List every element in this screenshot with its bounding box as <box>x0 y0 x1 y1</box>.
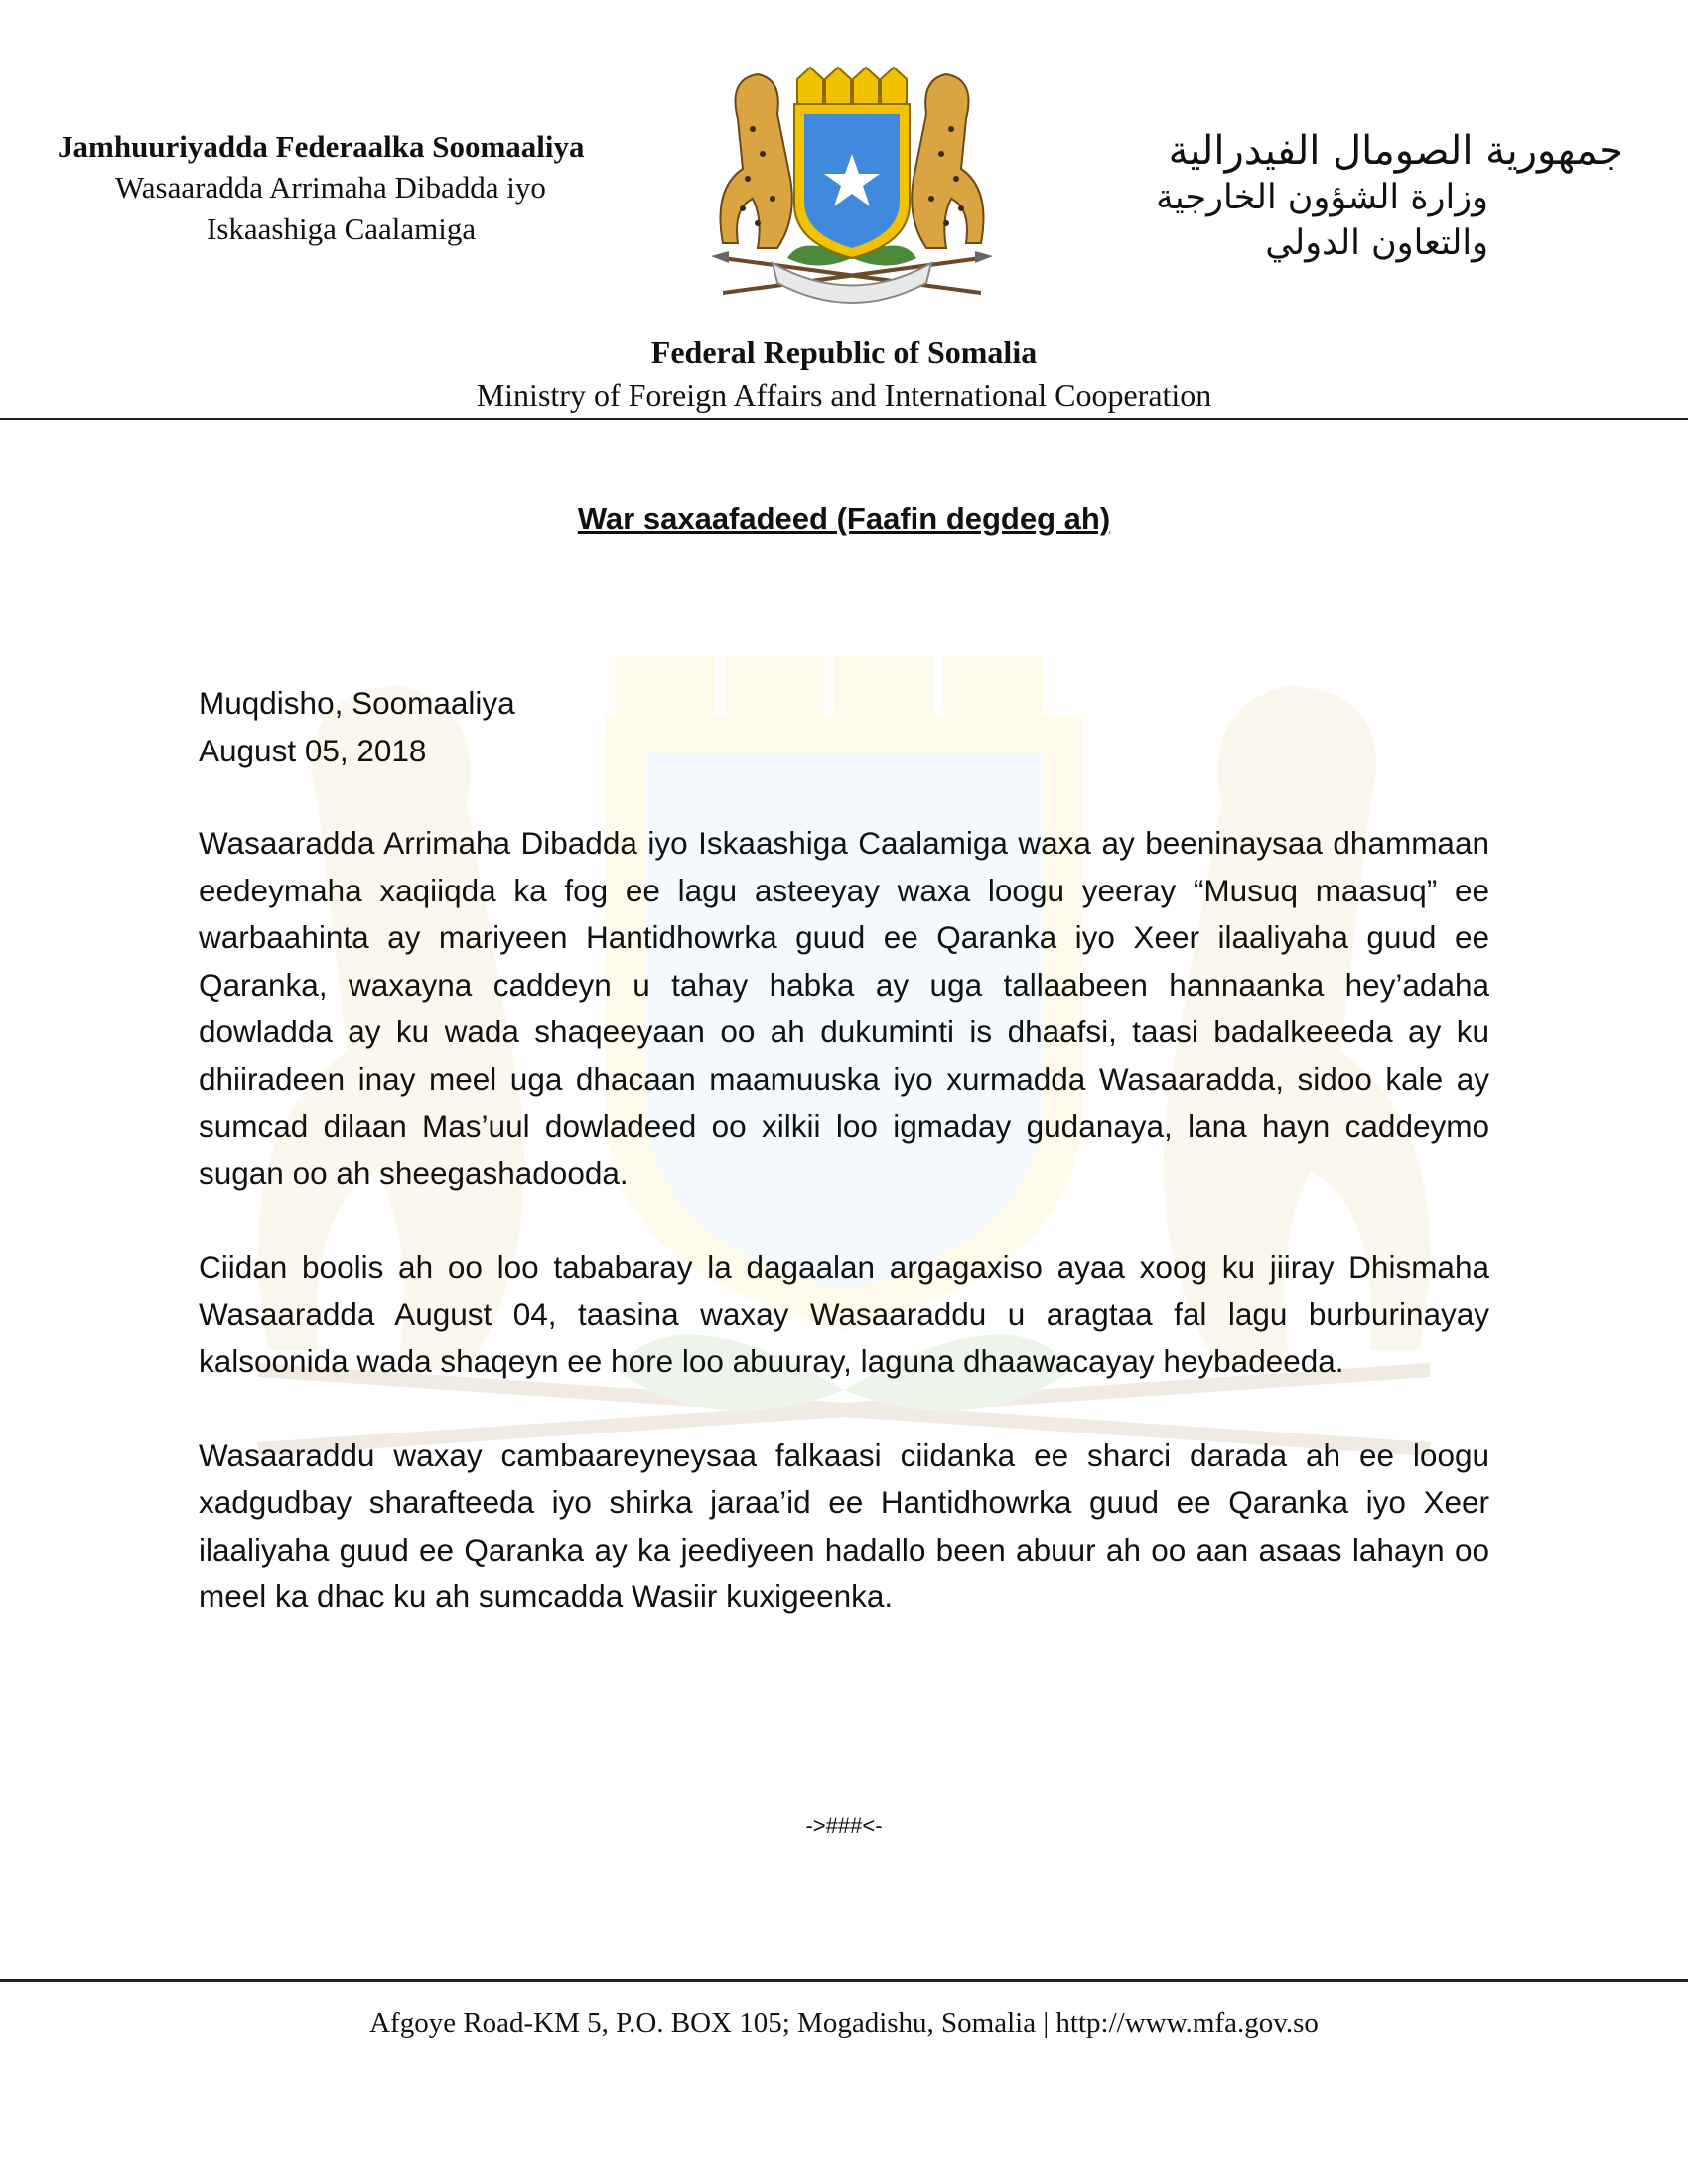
header-english-republic: Federal Republic of Somalia <box>650 335 1038 370</box>
header-arabic-block <box>978 127 1623 266</box>
header-arabic-ministry-line1: وزارة الشؤون الخارجية <box>1156 178 1488 217</box>
header-arabic-ministry-line2: والتعاون الدولي <box>1265 223 1488 263</box>
footer-address: Afgoye Road-KM 5, P.O. BOX 105; Mogadishu, Somalia | http://www.mfa.gov.so <box>369 2007 1319 2039</box>
paragraph-2: Ciidan boolis ah oo loo tababaray la dagaalan argagaxiso ayaa xoog ku jiiray Dhismaha Wasaaradda August 04, taasina waxay Wasaaraddu u aragtaa fal lagu burburinayay kalsoonida wada shaqeyn ee hore loo abuuray, laguna dhaawacayay heybadeeda. <box>199 1249 1489 1379</box>
header-english-ministry: Ministry of Foreign Affairs and International Cooperation <box>476 377 1212 413</box>
press-release-body <box>199 680 1489 1668</box>
dateline <box>199 680 1489 774</box>
dateline-place: Muqdisho, Soomaaliya <box>199 685 515 721</box>
header-somali-republic: Jamhuuriyadda Federaalka Soomaaliya <box>58 129 585 164</box>
footer-divider <box>0 1979 1688 1982</box>
end-mark: ->###<- <box>805 1813 883 1838</box>
paragraph-1: Wasaaradda Arrimaha Dibadda iyo Iskaashiga Caalamiga waxa ay beeninaysaa dhammaan eedeymaha xaqiiqda ka fog ee lagu asteeyay waxa loogu yeeray “Musuq maasuq” ee warbaahinta ay mariyeen Hantidhowrka guud ee Qaranka iyo Xeer ilaaliyaha guud ee Qaranka, waxayna caddeyn u tahay habka ay uga tallaabeen hannaanka hey’adaha dowladda ay ku wada shaqeeyaan oo ah dukuminti is dhaafsi, taasi badalkeeeda ay ku dhiiradeen inay meel uga dhacaan maamuuska iyo xurmadda Wasaaradda, sidoo kale ay sumcad dilaan Mas’uul dowladeed oo xilkii loo igmaday gudanaya, lana hayn caddeymo sugan oo ah sheegashadooda. <box>199 825 1489 1191</box>
header-somali-ministry-line2: Iskaashiga Caalamiga <box>207 211 477 246</box>
header-arabic-republic: جمهورية الصومال الفيدرالية <box>1168 128 1623 174</box>
header-somali-ministry-line1: Wasaaradda Arrimaha Dibadda iyo <box>115 170 546 205</box>
dateline-date: August 05, 2018 <box>199 732 427 768</box>
header-divider <box>0 418 1688 420</box>
paragraph-3: Wasaaraddu waxay cambaareyneysaa falkaasi ciidanka ee sharci darada ah ee loogu xadgudbay sharafteeda iyo shirka jaraa’id ee Hantidhowrka guud ee Qaranka iyo Xeer ilaaliyaha guud ee Qaranka ay ka jeediyeen hadallo been abuur ah oo aan asaas lahayn oo meel ka dhac ku ah sumcadda Wasiir kuxigeenka. <box>199 1436 1489 1614</box>
somalia-coat-of-arms-icon <box>703 60 1001 318</box>
document-title: War saxaafadeed (Faafin degdeg ah) <box>577 501 1111 536</box>
header-somali-block <box>58 127 693 250</box>
